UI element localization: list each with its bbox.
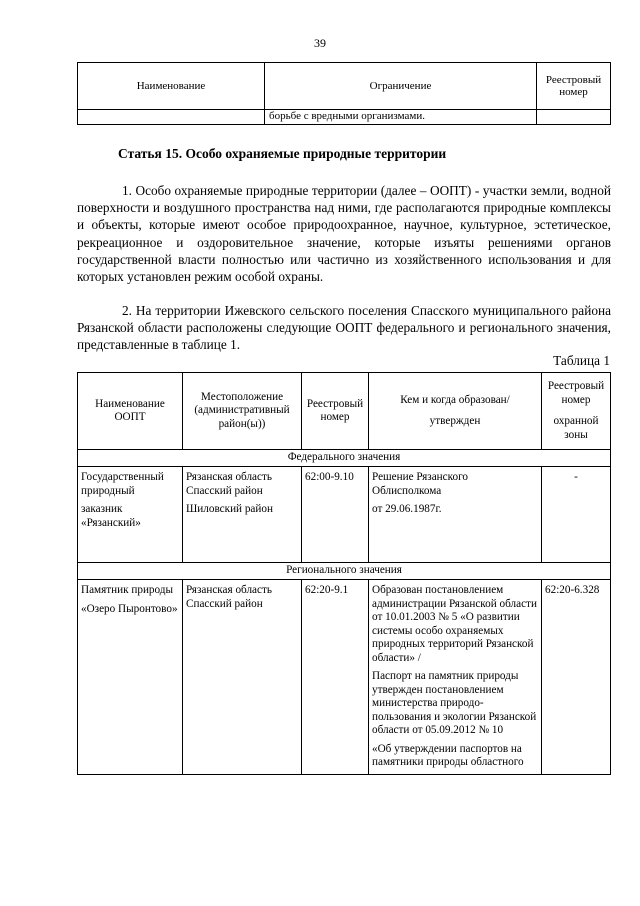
table-row — [78, 580, 611, 775]
cell-created: Решение Рязанского Облисполкома от 29.06.1987г. — [369, 467, 542, 563]
header-registry: Реестровый номер — [537, 63, 611, 110]
cell-zone: - — [542, 467, 611, 563]
cell-created: Образован постановлением администрации Рязанской области от 10.01.2003 № 5 «О развитии системы особо охраняемых природных территорий Рязанской области» / Паспорт на памятник природы утвержден постановлением министерства природо-пользования и экологии Рязанской области от 05.09.2012 № 10 «Об утверждении паспортов на памятники природы областного — [369, 580, 542, 775]
article-title: Статья 15. Особо охраняемые природные территории — [118, 146, 447, 161]
protected-areas-table — [77, 372, 611, 775]
cell-registry: 62:00-9.10 — [302, 467, 369, 563]
table-row — [78, 467, 611, 563]
header-zone-registry: Реестровый номер охранной зоны — [542, 373, 611, 450]
cell-location: Рязанская область Спасский район — [183, 580, 302, 775]
header-created: Кем и когда образован/ утвержден — [369, 373, 542, 450]
table-header-row — [78, 373, 611, 450]
section-row-federal — [78, 450, 611, 467]
page-number: 39 — [314, 36, 326, 50]
header-location: Местоположение (административный район(ы)) — [183, 373, 302, 450]
empty-cell — [78, 110, 265, 125]
cell-registry: 62:20-9.1 — [302, 580, 369, 775]
header-registry: Реестровый номер — [302, 373, 369, 450]
paragraph-1: 1. Особо охраняемые природные территории (далее – ООПТ) - участки земли, водной поверхности и воздушного пространства над ними, где располагаются природные комплексы и объекты, которые имеют особое природоохранное, научное, культурное, эстетическое, рекреационное и оздоровительное значение, которые изъяты решениями органов государственной власти полностью или частично из хозяйственного использования и для которых установлен режим особой охраны. — [77, 183, 611, 285]
header-name: Наименование — [78, 63, 265, 110]
header-name: Наименование ООПТ — [78, 373, 183, 450]
cell-name: Государственный природный заказник «Рязанский» — [78, 467, 183, 563]
cell-name: Памятник природы «Озеро Пыронтово» — [78, 580, 183, 775]
section-label-regional: Регионального значения — [78, 563, 611, 580]
continuation-table — [77, 62, 611, 125]
empty-cell — [537, 110, 611, 125]
cell-zone: 62:20-6.328 — [542, 580, 611, 775]
paragraph-2: 2. На территории Ижевского сельского поселения Спасского муниципального района Рязанской области расположены следующие ООПТ федерального и регионального значения, представленные в таблице 1. — [77, 303, 611, 353]
section-label-federal: Федерального значения — [78, 450, 611, 467]
cell-location: Рязанская область Спасский район Шиловский район — [183, 467, 302, 563]
header-restriction: Ограничение — [265, 63, 537, 110]
section-row-regional — [78, 563, 611, 580]
table-caption: Таблица 1 — [553, 353, 610, 368]
continuation-text: борьбе с вредными организмами. — [265, 110, 537, 125]
